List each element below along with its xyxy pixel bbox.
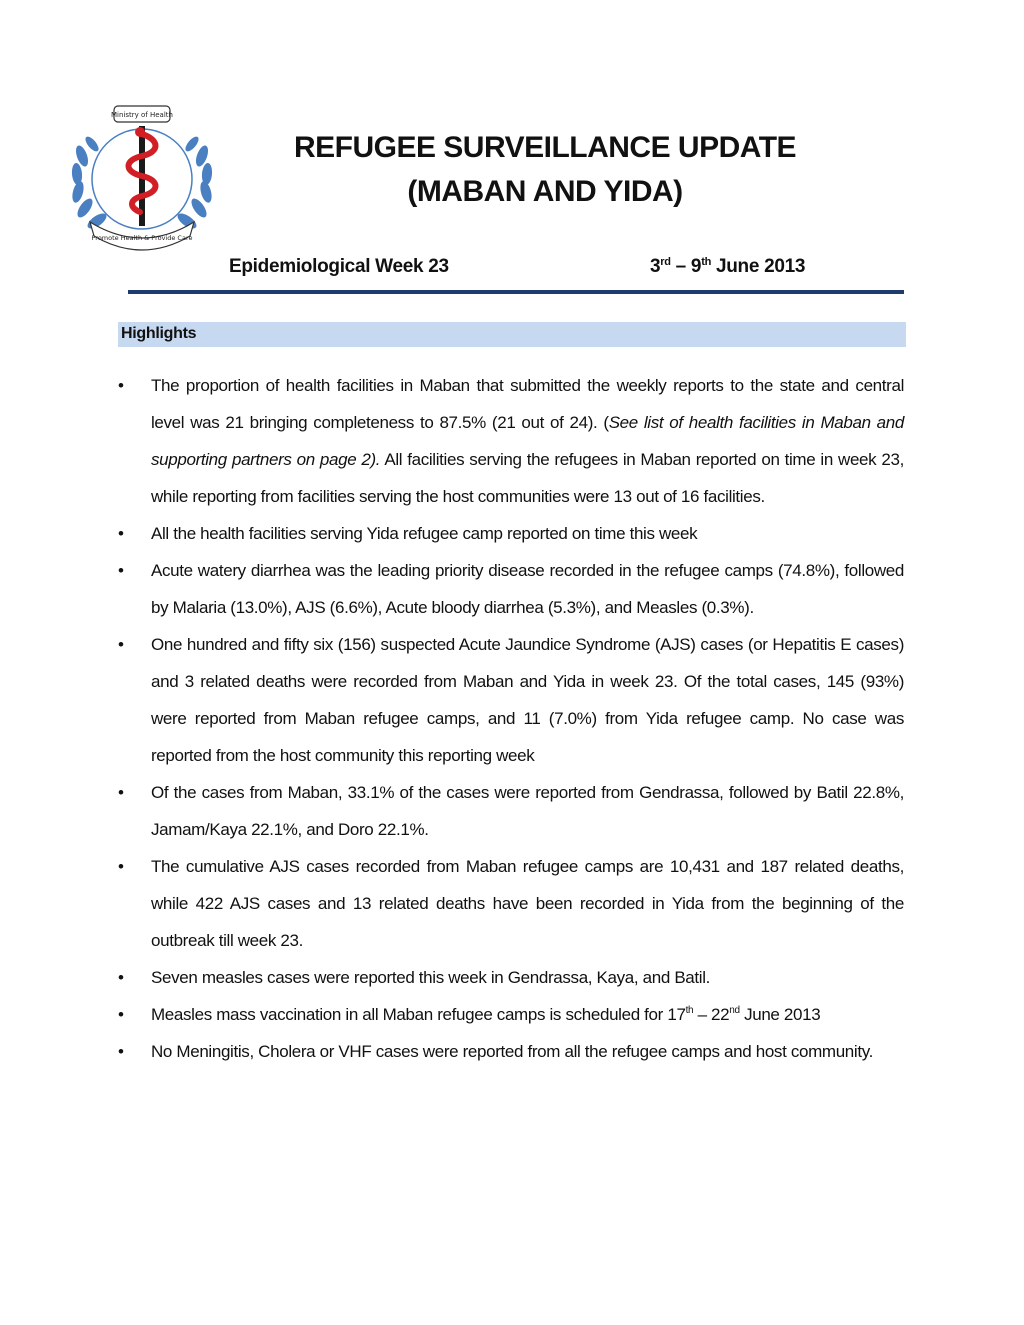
bullet-text: June 2013 (739, 1005, 821, 1024)
bullet-text: – 22 (693, 1005, 730, 1024)
bullet-text: All facilities serving the refugees in Maban reported on time in week 23, while reporting from facilities serving the host communities were 13 out of 16 facilities. (151, 450, 904, 506)
list-item (118, 552, 904, 626)
date-end-day: 9 (690, 256, 702, 277)
bullet-text: Seven measles cases were reported this week in Gendrassa, Kaya, and Batil. (151, 968, 711, 987)
title-line-1: REFUGEE SURVEILLANCE UPDATE (293, 131, 797, 164)
list-item (118, 996, 904, 1033)
bullet-text: No Meningitis, Cholera or VHF cases were reported from all the refugee camps and host community. (151, 1042, 873, 1061)
title-line-2: (MABAN AND YIDA) (407, 175, 683, 208)
highlights-heading-bar (118, 322, 906, 347)
bullet-text: One hundred and fifty six (156) suspected Acute Jaundice Syndrome (AJS) cases (or Hepatitis E cases) and 3 related deaths were recorded from Maban and Yida in week 23. Of the total cases, 145 (93%) were reported from Maban refugee camps, and 11 (7.0%) from Yida refugee camp. No case was reported from the host community this reporting week (151, 635, 904, 765)
svg-text:Ministry of Health: Ministry of Health (111, 111, 173, 119)
ordinal-suffix: nd (729, 1005, 740, 1016)
bullet-text: The proportion of health facilities in Maban that submitted the weekly reports to the state and central level was 21 bringing completeness to 87.5% (21 out of 24). ( (151, 376, 904, 432)
bullet-italic-note: See list of health facilities in Maban and supporting partners on page 2). (151, 413, 904, 469)
ministry-of-health-logo (68, 104, 216, 254)
date-separator: – (670, 256, 691, 277)
document-title (260, 126, 830, 214)
list-item (118, 626, 904, 774)
highlights-heading: Highlights (121, 325, 197, 342)
bullet-text: Measles mass vaccination in all Maban refugee camps is scheduled for 17 (151, 1005, 686, 1024)
date-start-day: 3 (650, 256, 661, 277)
date-range (650, 256, 805, 278)
svg-text:Promote Health & Provide Care: Promote Health & Provide Care (91, 234, 193, 242)
list-item (118, 1033, 904, 1070)
bullet-text: Acute watery diarrhea was the leading priority disease recorded in the refugee camps (74.8%), followed by Malaria (13.0%), AJS (6.6%), Acute bloody diarrhea (5.3%), and Measles (0.3%). (151, 561, 904, 617)
list-item (118, 367, 904, 515)
header-rule (128, 290, 904, 294)
list-item (118, 959, 904, 996)
highlights-list (118, 367, 904, 1070)
list-item (118, 515, 904, 552)
list-item (118, 774, 904, 848)
bullet-text: All the health facilities serving Yida refugee camp reported on time this week (151, 524, 698, 543)
date-end-suffix: th (701, 256, 711, 268)
date-end-month-year: June 2013 (711, 256, 806, 277)
epidemiological-week: Epidemiological Week 23 (229, 256, 449, 277)
list-item (118, 848, 904, 959)
bullet-text: The cumulative AJS cases recorded from Maban refugee camps are 10,431 and 187 related deaths, while 422 AJS cases and 13 related deaths have been recorded in Yida from the beginning of the outbreak till week 23. (151, 857, 904, 950)
date-start-suffix: rd (660, 256, 671, 268)
ordinal-suffix: th (685, 1005, 694, 1016)
bullet-text: Of the cases from Maban, 33.1% of the cases were reported from Gendrassa, followed by Batil 22.8%, Jamam/Kaya 22.1%, and Doro 22.1%. (151, 783, 904, 839)
